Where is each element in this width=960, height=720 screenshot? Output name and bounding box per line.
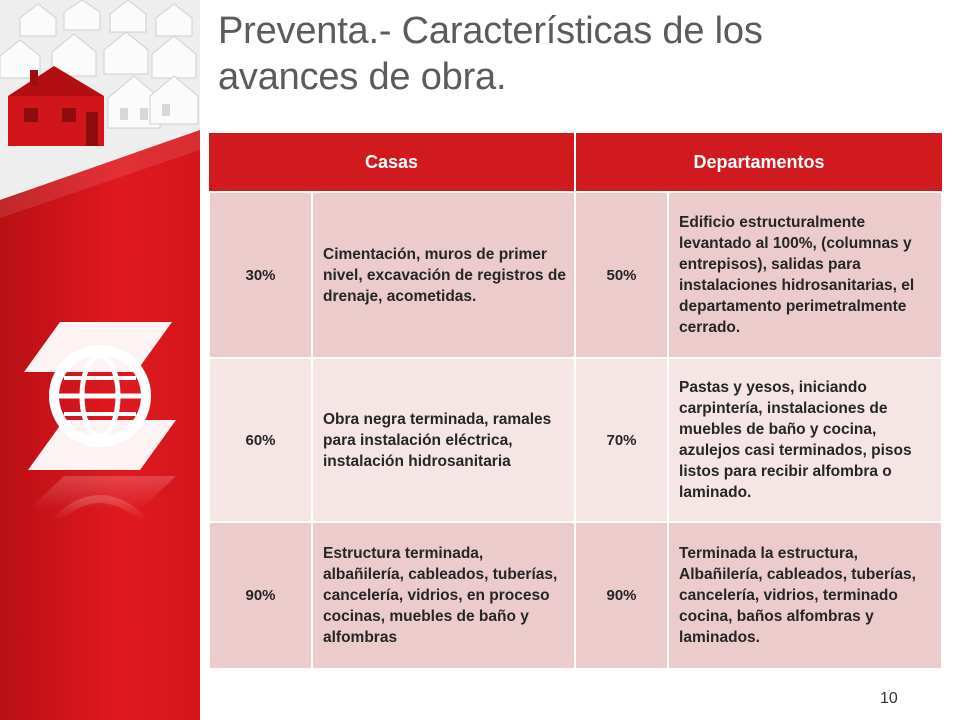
left-decoration <box>0 0 200 720</box>
table-row <box>209 358 942 522</box>
slide-title-line-1: Preventa.- Características de los <box>218 10 763 52</box>
page-number: 10 <box>880 690 898 707</box>
slide-title-line-2: avances de obra. <box>218 56 507 98</box>
header-casas: Casas <box>209 133 575 192</box>
table-row <box>209 522 942 669</box>
depto-percentage: 70% <box>575 358 668 522</box>
slide-title <box>218 8 938 100</box>
table-row <box>209 192 942 358</box>
depto-description: Terminada la estructura, Albañilería, cableados, tuberías, cancelería, vidrios, terminado cocina, baños alfombras y laminados. <box>668 522 942 669</box>
casa-percentage: 30% <box>209 192 312 358</box>
progress-table <box>208 133 943 670</box>
casa-description: Cimentación, muros de primer nivel, excavación de registros de drenaje, acometidas. <box>312 192 575 358</box>
depto-description: Pastas y yesos, iniciando carpintería, instalaciones de muebles de baño y cocina, azulejos casi terminados, pisos listos para recibir alfombra o laminado. <box>668 358 942 522</box>
depto-percentage: 50% <box>575 192 668 358</box>
header-departamentos: Departamentos <box>575 133 942 192</box>
casa-percentage: 60% <box>209 358 312 522</box>
depto-percentage: 90% <box>575 522 668 669</box>
depto-description: Edificio estructuralmente levantado al 100%, (columnas y entrepisos), salidas para instalaciones hidrosanitarias, el departamento perimetralmente cerrado. <box>668 192 942 358</box>
casa-description: Estructura terminada, albañilería, cableados, tuberías, cancelería, vidrios, en proceso cocinas, muebles de baño y alfombras <box>312 522 575 669</box>
table-header-row <box>209 133 942 192</box>
casa-percentage: 90% <box>209 522 312 669</box>
casa-description: Obra negra terminada, ramales para instalación eléctrica, instalación hidrosanitaria <box>312 358 575 522</box>
